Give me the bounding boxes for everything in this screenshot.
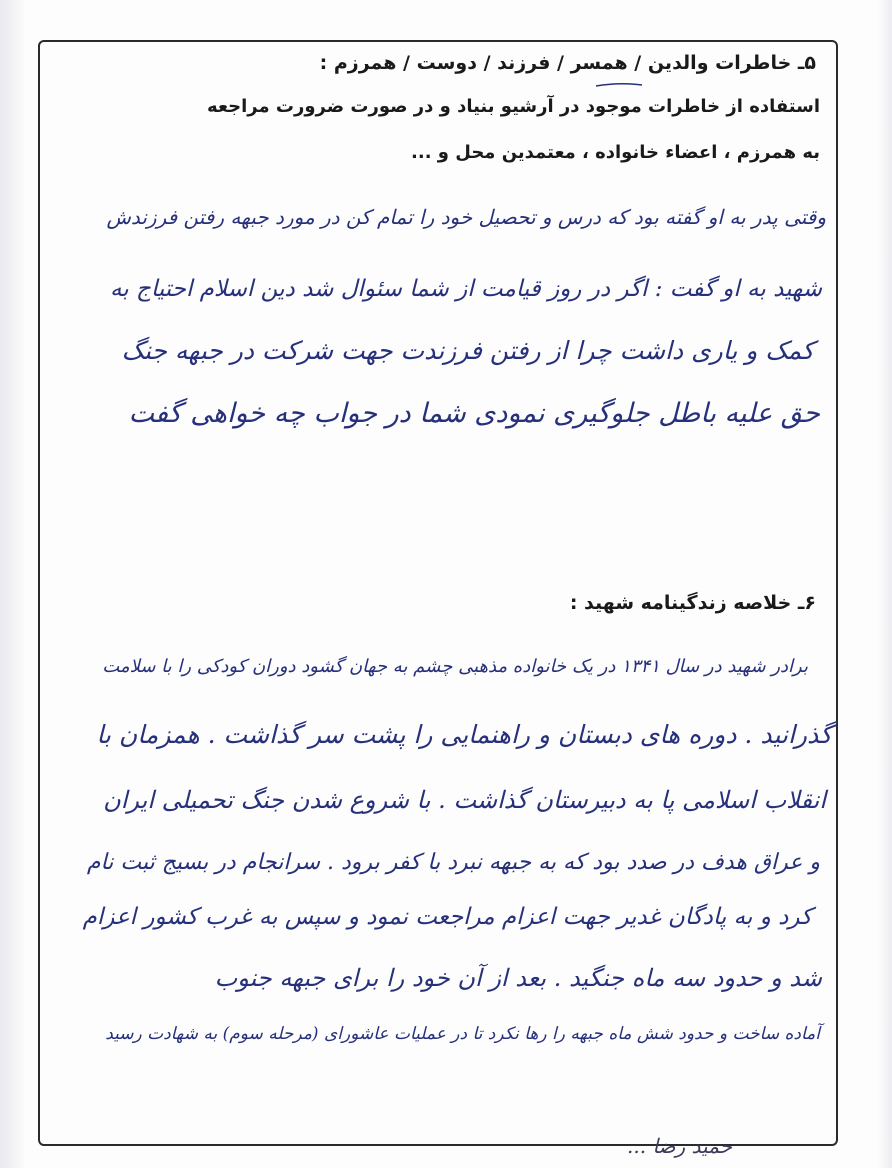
section5-handwriting-line: کمک و یاری داشت چرا از رفتن فرزندت جهت شرکت در جبهه جنگ <box>121 336 814 365</box>
section6-handwriting-line: کرد و به پادگان غدیر جهت اعزام مراجعت نمود و سپس به غرب کشور اعزام <box>82 904 812 930</box>
section6-title: ۶ـ خلاصه زندگینامه شهید : <box>569 592 816 614</box>
pen-underline-mark <box>594 82 644 88</box>
section6-handwriting-line: گذرانید . دوره های دبستان و راهنمایی را پشت سر گذاشت . همزمان با <box>96 720 832 749</box>
section6-handwriting-line: شد و حدود سه ماه جنگید . بعد از آن خود را برای جبهه جنوب <box>214 964 822 992</box>
section5-handwriting-line: شهید به او گفت : اگر در روز قیامت از شما سئوال شد دین اسلام احتیاج به <box>109 276 822 302</box>
section5-handwriting-line: حق علیه باطل جلوگیری نمودی شما در جواب چه خواهی گفت <box>128 398 820 429</box>
section6-handwriting-line: و عراق هدف در صدد بود که به جبهه نبرد با کفر برود . سرانجام در بسیج ثبت نام <box>86 850 820 875</box>
scan-edge-left <box>0 0 24 1168</box>
section5-title: ۵ـ خاطرات والدین / همسر / فرزند / دوست / همرزم : <box>319 52 816 74</box>
section6-handwriting-line: انقلاب اسلامی پا به دبیرستان گذاشت . با شروع شدن جنگ تحمیلی ایران <box>103 786 826 814</box>
section5-description-line1: استفاده از خاطرات موجود در آرشیو بنیاد و در صورت ضرورت مراجعه <box>207 96 820 117</box>
section5-handwriting-line: وقتی پدر به او گفته بود که درس و تحصیل خود را تمام کن در مورد جبهه رفتن فرزندش <box>106 205 826 229</box>
section5-description-line2: به همرزم ، اعضاء خانواده ، معتمدین محل و ... <box>411 142 820 163</box>
section6-handwriting-line: برادر شهید در سال ۱۳۴۱ در یک خانواده مذهبی چشم به جهان گشود دوران کودکی را با سلامت <box>102 656 808 677</box>
section6-handwriting-line: آماده ساخت و حدود شش ماه جبهه را رها نکرد تا در عملیات عاشورای (مرحله سوم) به شهادت رسید <box>105 1024 820 1044</box>
scan-edge-right <box>878 0 892 1168</box>
signature: حمید رضا ... <box>627 1134 732 1158</box>
